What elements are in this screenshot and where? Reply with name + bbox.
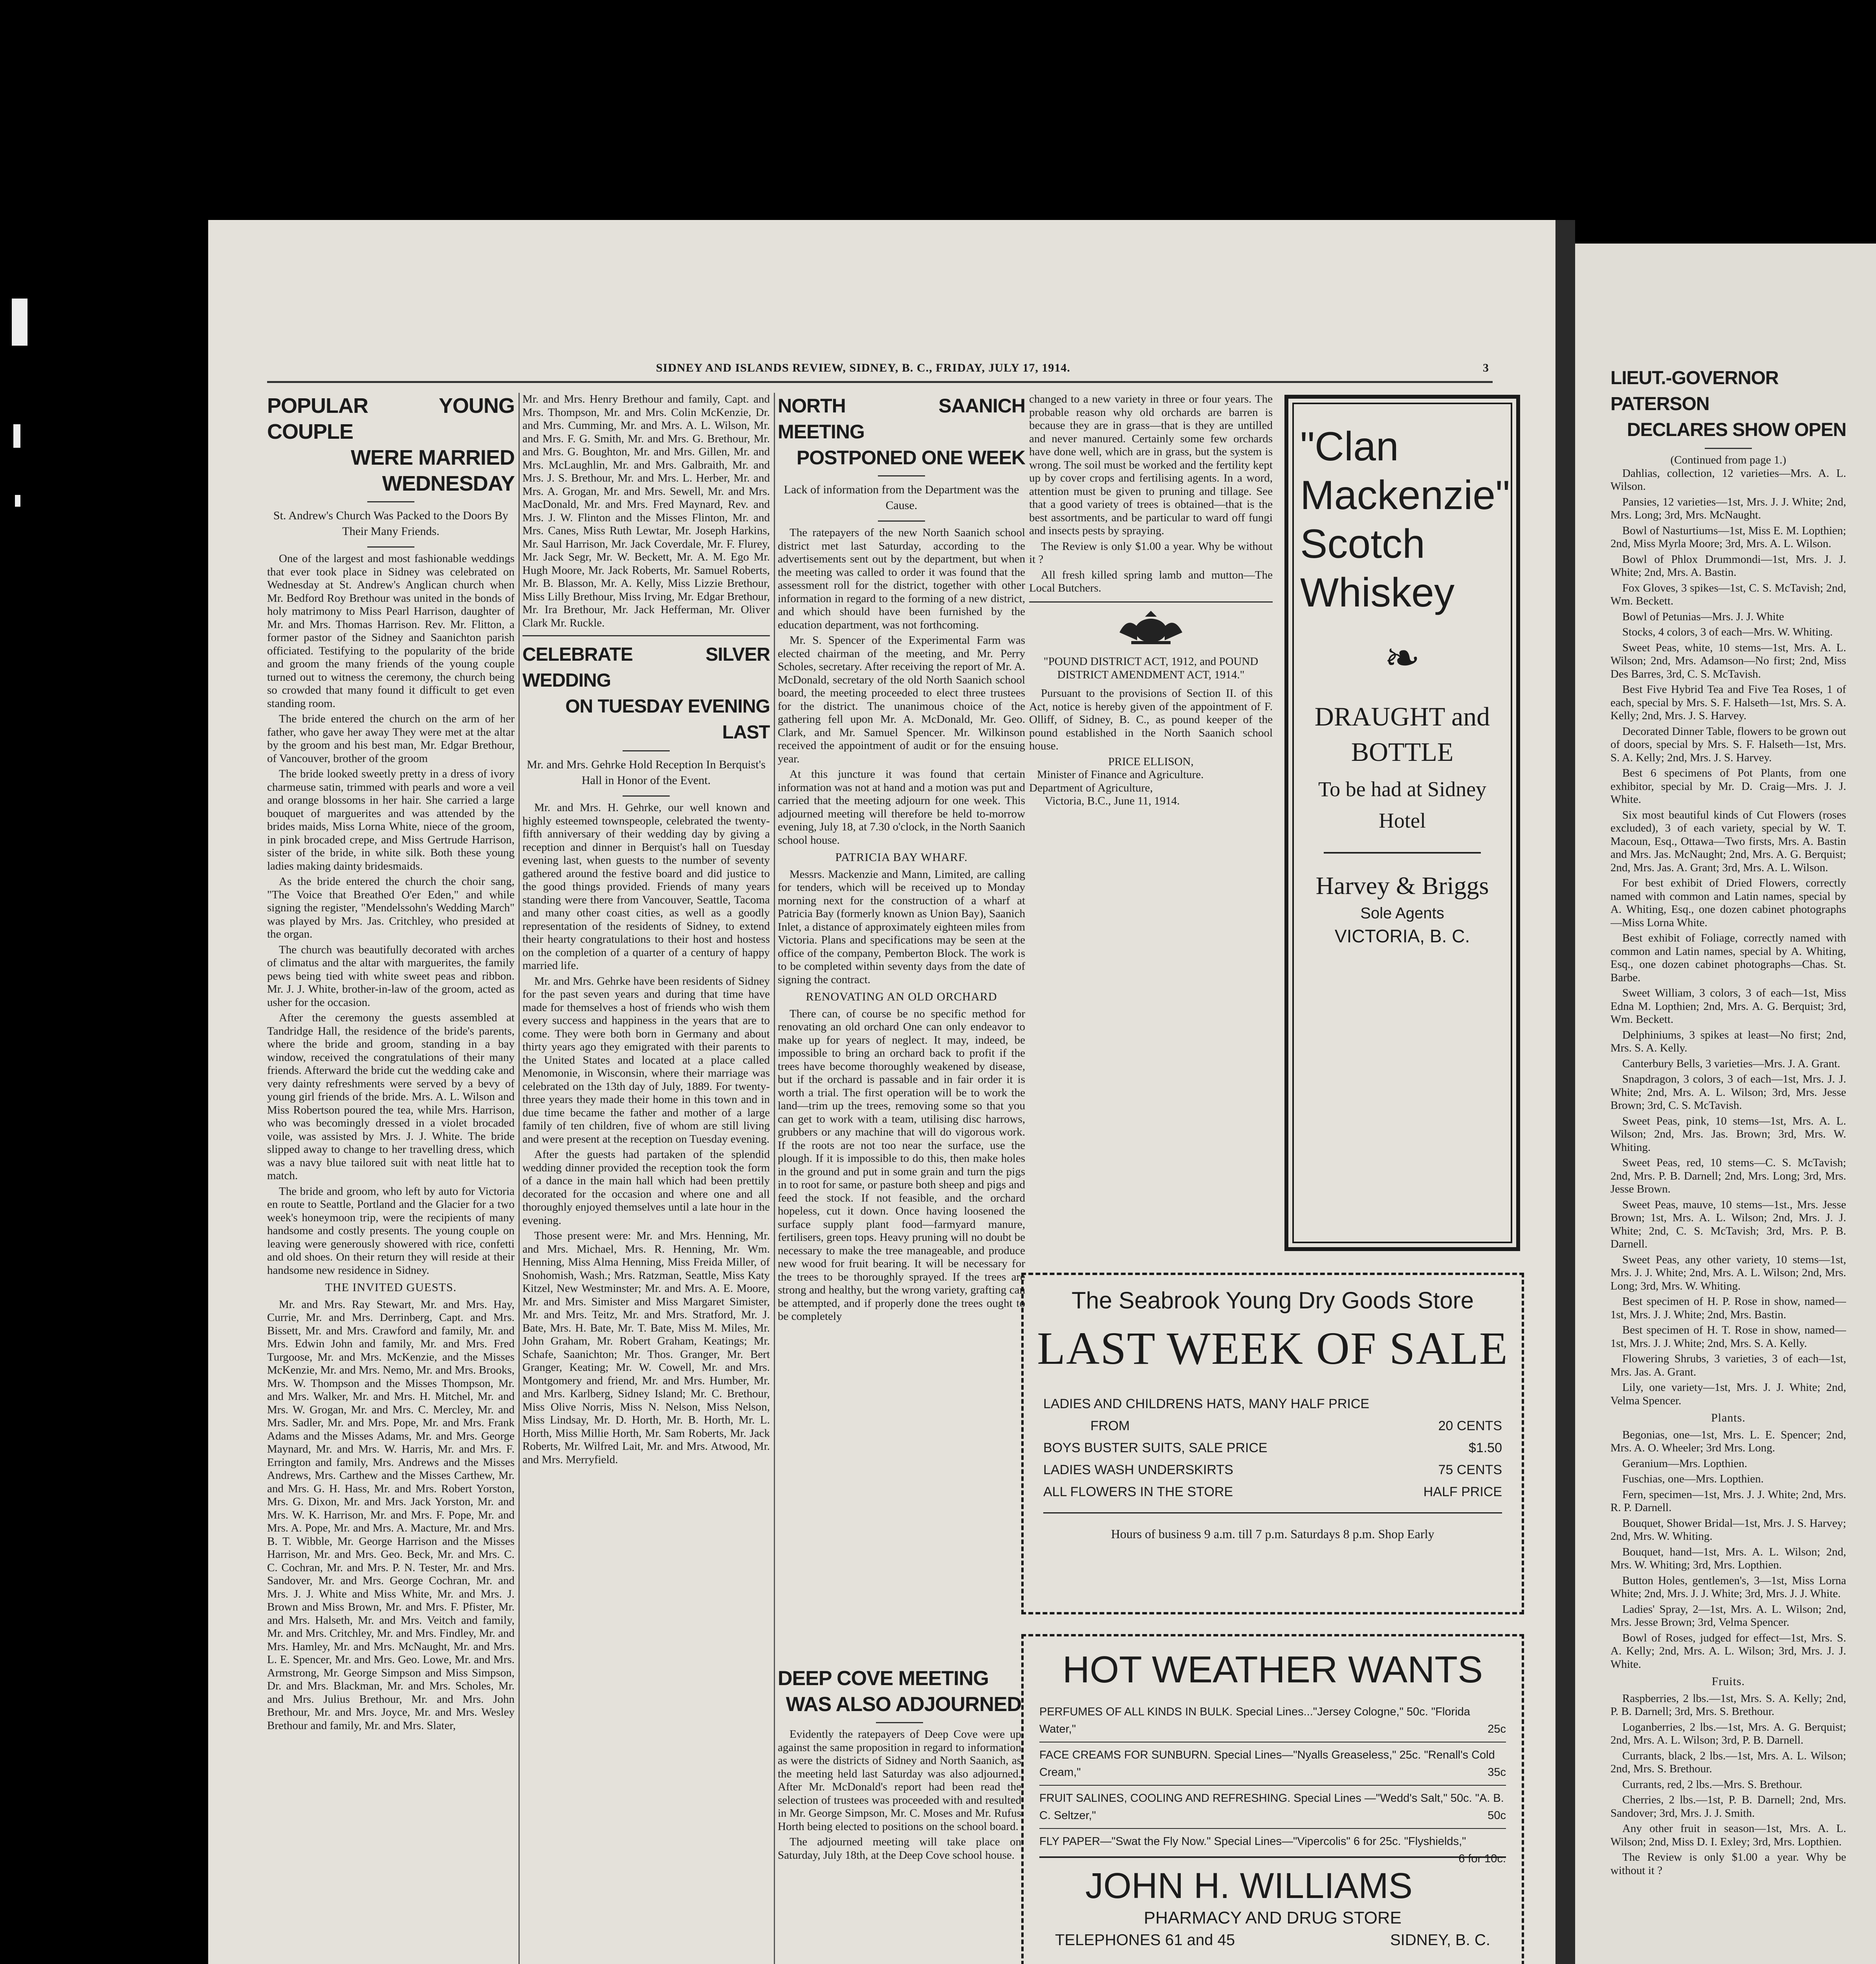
headline: POSTPONED ONE WEEK: [796, 447, 1025, 469]
result-item: Currants, black, 2 lbs.—1st, Mrs. A. L. Wilson; 2nd, Mrs. S. Brethour.: [1610, 1749, 1846, 1775]
ad-items: [1043, 1393, 1502, 1545]
article-paragraph: The bride and groom, who left by auto for Victoria en route to Seattle, Portland and the Glacier for a two week's honeymoon trip, were the recipients of many handsome and costly presents. The young couple on leaving were generously showered with rice, confetti and old shoes. On their return they will reside at their handsome new residence in Sidney.: [267, 1185, 515, 1277]
notice-department: Department of Agriculture,: [1029, 781, 1153, 794]
ad-item: FRUIT SALINES, COOLING AND REFRESHING. Special Lines —"Wedd's Salt," 50c. "A. B. C. Seltzer,": [1039, 1792, 1504, 1822]
result-item: Best specimen of H. T. Rose in show, named—1st, Mrs. J. J. White; 2nd, Mrs. S. A. Kelly.: [1610, 1324, 1846, 1350]
column-2: [522, 393, 770, 1964]
divider: [623, 750, 670, 751]
divider: [1043, 1512, 1502, 1513]
ad-item-price-line: [1039, 1833, 1506, 1865]
notice-text: Pursuant to the provisions of Section II. of this Act, notice is hereby given of the appointment of F. Olliff, of Sidney, B. C., as pound keeper of the pound established in the North Saanich school house.: [1029, 687, 1273, 752]
result-item: Bouquet, hand—1st, Mrs. A. L. Wilson; 2nd, Mrs. W. Whiting; 3rd, Mrs. Lopthien.: [1610, 1545, 1846, 1571]
notice-title: "POUND DISTRICT ACT, 1912, and POUND DISTRICT AMENDMENT ACT, 1914.": [1043, 655, 1259, 681]
divider: [623, 795, 670, 797]
ad-line: Scotch: [1300, 521, 1425, 567]
column-3-lower: [778, 1665, 1021, 1964]
notice-date: Victoria, B.C., June 11, 1914.: [1045, 795, 1180, 807]
ad-line: Whiskey: [1300, 570, 1455, 616]
ad-contact-line: [1039, 1929, 1506, 1951]
ad-headline: HOT WEATHER WANTS: [1062, 1649, 1483, 1691]
result-item: Bowl of Nasturtiums—1st, Miss E. M. Lopthien; 2nd, Miss Myrla Moore; 3rd, Mrs. A. L. Wilson.: [1610, 524, 1846, 550]
ad-line: Hotel: [1379, 809, 1426, 832]
result-item: Best Five Hybrid Tea and Five Tea Roses, 1 of each, special by Mrs. S. F. Halseth—1st, Mrs. S. A. Kelly; 2nd, Mrs. J. S. Harvey.: [1610, 683, 1846, 722]
article-paragraph: Those present were: Mr. and Mrs. Henning, Mr. and Mrs. Michael, Mrs. R. Henning, Mr. Wm. Henning, Miss Alma Henning, Miss Freida Miller, of Snohomish, Wash.; Mrs. Ratzman, Seattle, Miss Katy Kitzel, New Westminster; Mr. and Mrs. A. E. Moore, Mr. and Mrs. Simister and Miss Margaret Simister, Mr. and Mrs. Teitz, Mr. and Mrs. Stratford, Mr. J. Bate, Mrs. H. Bate, Mr. T. Bate, Miss M. Miles, Mr. John Graham, Mr. Robert Graham, Keatings; Mr. Schafe, Saanichton; Mr. Thos. Granger, Mr. Bert Granger, Keating; Mr. W. Cowell, Mr. and Mrs. Montgomery and friend, Mr. and Mrs. Humber, Mr. and Mrs. Karlberg, Sidney Island; Mr. C. Brethour, Miss Olive Norris, Miss N. Nelson, Miss Nelson, Miss Lindsay, Mr. D. Horth, Mr. B. Horth, Mr. L. Horth, Miss Millie Horth, Mr. Sam Roberts, Mr. Jack Roberts, Mr. Wilfred Lait, Mr. and Mrs. Atwood, Mr. and Mrs. Merryfield.: [522, 1229, 770, 1466]
ad-price: 50c: [1488, 1809, 1506, 1822]
article-paragraph: After the guests had partaken of the splendid wedding dinner provided the reception took the form of a dance in the main hall which had been prettily decorated for the occasion and where one and all thoroughly enjoyed themselves until a late hour in the evening.: [522, 1148, 770, 1227]
ad-item: LADIES AND CHILDRENS HATS, MANY HALF PRICE: [1043, 1396, 1370, 1411]
article-paragraph: Mr. and Mrs. Ray Stewart, Mr. and Mrs. Hay, Currie, Mr. and Mrs. Derrinberg, Capt. and Mrs. Bissett, Mr. and Mrs. Crawford and family, Mr. and Mrs. Edwin John and family, Mr. and Mrs. Fred Turgoose, Mr. and Mrs. McKenzie, and the Misses McKenzie, Mr. and Mrs. Nemo, Mr. and Mrs. Brooks, Mrs. W. Thompson and the Misses Thompson, Mr. and Mrs. Walker, Mr. and Mrs. H. Mitchel, Mr. and Mrs. W. Grogan, Mr. and Mrs. C. Mercley, Mr. and Mrs. Sadler, Mr. and Mrs. Pope, Mr. and Mrs. Frank Adams and the Misses Adams, Mr. and Mrs. George Maynard, Mr. and Mrs. W. Harris, Mr. and Mrs. F. Errington and family, Mrs. Andrews and the Misses Andrews, Mrs. Carthew and the Misses Carthew, Mr. and Mrs. G. H. Hass, Mr. and Mrs. Robert Yorston, Mrs. G. Dixon, Mr. and Mrs. Jack Yorston, Mr. and Mrs. W. K. Harrison, Mr. and Mrs. F. Pope, Mr. and Mrs. A. Pope, Mr. and Mrs. A. Macture, Mr. and Mrs. B. T. Wibble, Mr. George Harrison and the Misses Harrison, Mr. and Mrs. Geo. Beck, Mr. and Mrs. C. C. Cochran, Mr. and Mrs. P. N. Tester, Mr. and Mrs. Sandover, Mr. and Mrs. George Cochran, Mr. and Mrs. J. J. White and Miss White, Mr. and Mrs. J. Brown and Miss Brown, Mr. and Mrs. F. Pfister, Mr. and Mrs. Halseth, Mr. and Mrs. Veitch and family, Mr. and Mrs. Critchley, Mr. and Mrs. Findley, Mr. and Mrs. Hamley, Mr. and Mrs. McNaught, Mr. and Mrs. L. E. Spencer, Mr. and Mrs. Geo. Lowe, Mr. and Mrs. Armstrong, Mr. George Simpson and Miss Simpson, Dr. and Mrs. Blackman, Mr. and Mrs. Scholes, Mr. and Mrs. Julius Brethour, Mr. and Mrs. John Brethour, Mr. and Mrs. Joyce, Mr. and Mrs. Wesley Brethour and family, Mr. and Mrs. Slater,: [267, 1298, 515, 1732]
headline: WERE MARRIED WEDNESDAY: [351, 446, 515, 495]
ad-banner: LAST WEEK OF SALE: [1037, 1323, 1508, 1374]
article-paragraph: The Review is only $1.00 a year. Why be without it ?: [1029, 540, 1273, 566]
result-item: Fuschias, one—Mrs. Lopthien.: [1622, 1473, 1764, 1485]
ad-store-name: The Seabrook Young Dry Goods Store: [1072, 1287, 1474, 1314]
column-4: [1029, 393, 1273, 1261]
section-title: RENOVATING AN OLD ORCHARD: [806, 990, 997, 1003]
divider: [1039, 1856, 1506, 1858]
ad-price: 6 for 10c.: [1458, 1852, 1506, 1865]
ad-item: BOYS BUSTER SUITS, SALE PRICE: [1043, 1440, 1268, 1455]
divider: [1324, 852, 1481, 854]
section-title: THE INVITED GUESTS.: [325, 1281, 457, 1294]
divider: [367, 546, 414, 548]
ad-line: VICTORIA, B. C.: [1334, 926, 1470, 946]
film-speck: [15, 495, 20, 507]
ad-line: "Clan: [1300, 424, 1399, 469]
divider: [367, 501, 414, 502]
article-paragraph: After the ceremony the guests assembled at Tandridge Hall, the residence of the bride's parents, where the bride and groom, standing in a bay window, received the congratulations of their many friends. Afterward the bride cut the wedding cake and very dainty refreshments were served by a bevy of young girl friends of the bride. Mrs. A. L. Wilson and Miss Robertson poured the tea, while Mrs. Harrison, who was becomingly dressed in a violet brocaded voile, was assisted by Mrs. J. J. White. The bride slipped away to change to her travelling dress, which was a navy blue tailored suit with neat little hat to match.: [267, 1011, 515, 1182]
divider: [878, 520, 925, 522]
result-item: Six most beautiful kinds of Cut Flowers (roses excluded), 3 of each variety, special by W. T. Macoun, Esq., Ottawa—Two firsts, Mrs. A. Bastin and Mrs. Jas. McNaught; 2nd, Mrs. A. G. Berquist; 2nd, Mrs. Jas. A. Grant; 3rd, Mrs. A. L. Wilson.: [1610, 808, 1846, 874]
result-item: Sweet Peas, white, 10 stems—1st, Mrs. A. L. Wilson; 2nd, Mrs. Adamson—No first; 2nd, Miss Des Barres, 3rd, C. S. McTavish.: [1610, 641, 1846, 680]
result-item: Canterbury Bells, 3 varieties—Mrs. J. A. Grant.: [1622, 1057, 1840, 1070]
ad-price: 35c: [1488, 1766, 1506, 1779]
article-paragraph: The adjourned meeting will take place on Saturday, July 18th, at the Deep Cove school house.: [778, 1836, 1021, 1861]
section-title: Fruits.: [1711, 1675, 1745, 1688]
article-paragraph: The ratepayers of the new North Saanich school district met last Saturday, according to the advertisements sent out by the department, but when the meeting was called to order it was found that the assessment roll for the district, together with other information in regard to the forming of a new district, and which should have been furnished by the education department, was not forthcoming.: [778, 526, 1025, 631]
result-item: Pansies, 12 varieties—1st, Mrs. J. J. White; 2nd, Mrs. Long; 3rd, Mrs. McNaught.: [1610, 495, 1846, 521]
result-item: Sweet Peas, pink, 10 stems—1st, Mrs. A. L. Wilson; 2nd, Mrs. Jas. Brown; 3rd, Mrs. W. Whiting.: [1610, 1114, 1846, 1154]
article-paragraph: Messrs. Mackenzie and Mann, Limited, are calling for tenders, which will be received up to Monday morning next for the construction of a wharf at Patricia Bay (formerly known as Union Bay), Saanich Inlet, a distance of approximately eighteen miles from Victoria. Plans and specifications may be seen at the office of the company, Pemberton Block. The work is to be completed within seventy days from the date of signing the contract.: [778, 868, 1025, 986]
column-rule: [518, 393, 520, 1964]
result-item: Best 6 specimens of Pot Plants, from one exhibitor, special by Mr. D. Craig—Mrs. J. J. White.: [1610, 767, 1846, 806]
result-item: Loganberries, 2 lbs.—1st, Mrs. A. G. Berquist; 2nd, Mrs. A. L. Wilson; 3rd, P. B. Darnell.: [1610, 1720, 1846, 1746]
divider: [1705, 448, 1752, 449]
seabrook-advertisement: [1021, 1273, 1524, 1614]
result-item: Ladies' Spray, 2—1st, Mrs. A. L. Wilson; 2nd, Mrs. Jesse Brown; 3rd, Velma Spencer.: [1610, 1603, 1846, 1629]
result-item: Decorated Dinner Table, flowers to be grown out of doors, special by Mrs. S. F. Halseth—1st, Mrs. S. A. Kelly; 2nd, Mrs. J. S. Harvey.: [1610, 725, 1846, 764]
result-item: Bowl of Phlox Drummondi—1st, Mrs. J. J. White; 2nd, Mrs. A. Bastin.: [1610, 553, 1846, 579]
headline: WAS ALSO ADJOURNED: [786, 1693, 1021, 1716]
ad-item: FLY PAPER—"Swat the Fly Now." Special Lines—"Vipercolis" 6 for 25c. "Flyshields,": [1039, 1835, 1466, 1848]
ad-item: LADIES WASH UNDERSKIRTS: [1043, 1462, 1233, 1477]
column-3: [778, 393, 1025, 1563]
subheadline: Mr. and Mrs. Gehrke Hold Reception In Berquist's Hall in Honor of the Event.: [527, 758, 766, 787]
ad-line: BOTTLE: [1351, 737, 1454, 767]
newspaper-page: [208, 220, 1555, 1964]
page-gutter: [1555, 220, 1575, 1964]
result-item: Delphiniums, 3 spikes at least—No first; 2nd, Mrs. S. A. Kelly.: [1610, 1028, 1846, 1054]
subheadline: St. Andrew's Church Was Packed to the Doors By Their Many Friends.: [273, 509, 509, 538]
ad-price: $1.50: [1468, 1440, 1502, 1455]
result-item: Flowering Shrubs, 3 varieties, 3 of each—1st, Mrs. Jas. A. Grant.: [1610, 1352, 1846, 1378]
ad-town: SIDNEY, B. C.: [1390, 1931, 1490, 1949]
headline: DEEP COVE MEETING: [778, 1667, 989, 1690]
film-speck: [12, 299, 27, 346]
headline: NORTH SAANICH MEETING: [778, 395, 1025, 443]
page2-column: [1610, 365, 1846, 1964]
ad-business-sub: PHARMACY AND DRUG STORE: [1143, 1908, 1402, 1927]
ad-line: Harvey & Briggs: [1315, 872, 1489, 900]
result-item: Begonias, one—1st, Mrs. L. E. Spencer; 2nd, Mrs. A. O. Wheeler; 3rd Mrs. Long.: [1610, 1428, 1846, 1454]
masthead-line: SIDNEY AND ISLANDS REVIEW, SIDNEY, B. C., FRIDAY, JULY 17, 1914.: [656, 361, 1070, 374]
result-item: Sweet William, 3 colors, 3 of each—1st, Miss Edna M. Lopthien; 2nd, Mrs. A. G. Berquist; 3rd, Wm. Beckett.: [1610, 987, 1846, 1026]
article-paragraph: Mr. and Mrs. H. Gehrke, our well known and highly esteemed townspeople, celebrated the twenty-fifth anniversary of their wedding day by giving a reception and dinner in Berquist's hall on Tuesday evening last, when guests to the number of seventy gathered around the festive board and did justice to the good things provided. Friends of many years standing were there from Vancouver, Seattle, Tacoma and many other coast cities, as well as a goodly representation of the residents of Sidney, to extend their hearty congratulations to their host and hostess on the completion of a quarter of a century of happy married life.: [522, 801, 770, 972]
royal-crest-icon: [1029, 609, 1273, 652]
article-paragraph: Mr. and Mrs. Henry Brethour and family, Capt. and Mrs. Thompson, Mr. and Mrs. Colin McKenzie, Dr. and Mrs. Cumming, Mr. and Mrs. A. L. Wilson, Mr. and Mrs. F. G. Smith, Mr. and Mrs. G. Brethour, Mr. and Mrs. G. Boughton, Mr. and Mrs. Gillen, Mr. and Mrs. McLaughlin, Mr. and Mrs. Galbraith, Mr. and Mrs. J. S. Brethour, Mr. and Mrs. L. Herber, Mr. and Mrs. A. Grogan, Mr. and Mrs. Sewell, Mr. and Mrs. MacDonald, Mr. and Mrs. Fred Maynard, Rev. and Mrs. J. W. Flinton and the Misses Flinton, Mr. and Mrs. Canes, Miss Ruth Lewtar, Mr. Joseph Harkins, Mr. Saul Harrison, Mr. Jack Coverdale, Mr. F. Flurey, Mr. Jack Segr, Mr. W. Beckett, Mr. A. M. Ego Mr. Hugh Moore, Mr. Jack Roberts, Mr. Samuel Roberts, Mr. B. Blasson, Mr. A. Kelly, Miss Lizzie Brethour, Miss Lilly Brethour, Miss Irving, Mr. Edgar Brethour, Mr. Ira Brethour, Mr. Jack Hefferman, Mr. Oliver Clark Mr. Ruckle.: [522, 393, 770, 629]
ad-price: 75 CENTS: [1438, 1462, 1502, 1477]
result-item: Bowl of Roses, judged for effect—1st, Mrs. S. A. Kelly; 2nd, Mrs. A. L. Wilson; 3rd, Mrs. J. J. White.: [1610, 1631, 1846, 1671]
article-paragraph: As the bride entered the church the choir sang, "The Voice that Breathed O'er Eden," and while signing the register, "Mendelssohn's Wedding March" was played by Mrs. Jas. Critchley, who presided at the organ.: [267, 875, 515, 940]
headline: ON TUESDAY EVENING LAST: [565, 696, 770, 743]
ad-item: ALL FLOWERS IN THE STORE: [1043, 1484, 1233, 1499]
result-item: Fern, specimen—1st, Mrs. J. J. White; 2nd, Mrs. R. P. Darnell.: [1610, 1488, 1846, 1514]
article-paragraph: The church was beautifully decorated with arches of climatus and the altar with marguerites, the family pews being tied with white sweet peas and ribbon. Mr. J. J. White, brother-in-law of the groom, acted as usher for the occasion.: [267, 943, 515, 1009]
result-item: Any other fruit in season—1st, Mrs. A. L. Wilson; 2nd, Miss D. I. Exley; 3rd, Mrs. Lopthien.: [1610, 1822, 1846, 1848]
column-rule: [774, 393, 775, 1964]
drug-store-advertisement: [1021, 1634, 1524, 1964]
divider: [522, 635, 770, 636]
article-paragraph: At this juncture it was found that certain information was not at hand and a motion was put and carried that the meeting adjourn for one week. This adjourned meeting will therefore be held to-morrow evening, July 18, at 7.30 o'clock, in the North Saanich school house.: [778, 768, 1025, 846]
ad-item: PERFUMES OF ALL KINDS IN BULK. Special Lines..."Jersey Cologne," 50c. "Florida Water,": [1039, 1706, 1470, 1735]
ad-telephone: TELEPHONES 61 and 45: [1055, 1931, 1235, 1949]
result-item: Sweet Peas, any other variety, 10 stems—1st, Mrs. J. J. White; 2nd, Mrs. A. L. Wilson; 2nd, Mrs. Long; 3rd, Mrs. W. Whiting.: [1610, 1253, 1846, 1292]
ad-line: Sole Agents: [1360, 905, 1444, 922]
ad-item-price-line: [1043, 1415, 1502, 1437]
article-paragraph: One of the largest and most fashionable weddings that ever took place in Sidney was celebrated on Wednesday at St. Andrew's Anglican church when Mr. Bedford Roy Brethour was united in the bonds of holy matrimony to Miss Pearl Harrison, daughter of Mr. and Mrs. Thomas Harrison. Rev. Mr. Flitton, a former pastor of the Sidney and Saanichton parish officiated. Testifying to the popularity of the bride and groom the many friends of the young couple turned out to witness the ceremony, the church being so crowded that many found it difficult to get even standing room.: [267, 552, 515, 710]
whiskey-advertisement: [1284, 395, 1520, 1251]
result-item: Raspberries, 2 lbs.—1st, Mrs. S. A. Kelly; 2nd, P. B. Darnell; 3rd, Mrs. S. Brethour.: [1610, 1692, 1846, 1718]
divider: [1029, 601, 1273, 603]
subheadline: Lack of information from the Department was the Cause.: [784, 483, 1019, 512]
ad-business-name: JOHN H. WILLIAMS: [1085, 1866, 1413, 1906]
result-item: Button Holes, gentlemen's, 3—1st, Miss Lorna White; 2nd, Mrs. J. J. White; 3rd, Mrs. J. J. White.: [1610, 1574, 1846, 1600]
result-item: Dahlias, collection, 12 varieties—Mrs. A. L. Wilson.: [1610, 467, 1846, 493]
result-item: Best specimen of H. P. Rose in show, named—1st, Mrs. J. J. White; 2nd, Mrs. Bastin.: [1610, 1295, 1846, 1321]
ad-items: [1039, 1703, 1506, 1951]
ad-hours: Hours of business 9 a.m. till 7 p.m. Saturdays 8 p.m. Shop Early: [1111, 1527, 1434, 1541]
ornament-icon: ❧: [1384, 634, 1421, 682]
headline: POPULAR YOUNG COUPLE: [267, 394, 515, 443]
article-paragraph: Evidently the ratepayers of Deep Cove were up against the same proposition in regard to information as were the districts of Sidney and North Saanich, as the meeting held last Saturday was also adjourned. After Mr. McDonald's report had been read the selection of trustees was proceeded with and resulted in Mr. George Simpson, Mr. C. Moses and Mr. Rufus Horth being elected to positions on the school board.: [778, 1728, 1021, 1833]
divider: [1039, 1828, 1506, 1829]
ad-price: 25c: [1488, 1723, 1506, 1735]
headline: DECLARES SHOW OPEN: [1627, 420, 1846, 440]
result-item: The Review is only $1.00 a year. Why be without it ?: [1610, 1851, 1846, 1877]
result-item: Bowl of Petunias—Mrs. J. J. White: [1622, 610, 1784, 623]
article-paragraph: changed to a new variety in three or four years. The probable reason why old orchards are barren is because they are in grass—that is they are untilled and never manured. Certainly some few orchards have done well, which are in grass, but the system is wrong. The soil must be worked and the fertility kept up by cover crops and fertilising agents. In a word, attention must be given to pruning and tillage. See that a good variety of trees is obtained—that is the best assortments, and be particular to ward off fungi and insects pests by spraying.: [1029, 393, 1273, 537]
ad-item-price-line: [1043, 1437, 1502, 1459]
article-paragraph: Mr. S. Spencer of the Experimental Farm was elected chairman of the meeting, and Mr. Perry Scholes, secretary. After receiving the report of Mr. A. McDonald, secretary of the old North Saanich school board, the meeting proceeded to elect three trustees for the district. The unanimous choice of the gathering fell upon Mr. A. McDonald, Mr. Geo. Clark, and Mr. Samuel Spencer. Mr. Wilkinson received the appointment of audit or for the ensuing year.: [778, 634, 1025, 765]
divider: [1039, 1785, 1506, 1786]
ad-item: FACE CREAMS FOR SUNBURN. Special Lines—"Nyalls Greaseless," 25c. "Renall's Cold Cream,": [1039, 1749, 1495, 1779]
result-item: Sweet Peas, mauve, 10 stems—1st., Mrs. Jesse Brown; 1st, Mrs. A. L. Wilson; 2nd, Mrs. J. J. White; 2nd, C. S. McTavish; 3rd, Mrs. P. B. Darnell.: [1610, 1198, 1846, 1250]
result-item: Sweet Peas, red, 10 stems—C. S. McTavish; 2nd, Mrs. P. B. Darnell; 2nd, Mrs. Long; 3rd, Mrs. Jesse Brown.: [1610, 1156, 1846, 1195]
notice-signer-title: Minister of Finance and Agriculture.: [1037, 768, 1204, 781]
result-item: Currants, red, 2 lbs.—Mrs. S. Brethour.: [1622, 1778, 1803, 1791]
page-number: 3: [1483, 361, 1489, 374]
ad-item-price-line: [1043, 1459, 1502, 1481]
header-rule: [267, 381, 1493, 383]
continued-note: (Continued from page 1.): [1670, 454, 1786, 466]
ad-content: [1300, 422, 1510, 948]
next-page: [1575, 244, 1876, 1964]
result-item: Best exhibit of Foliage, correctly named with common and Latin names, special by A. Whiting, Esq., one dozen cabinet photographs—Chas. St. Barbe.: [1610, 932, 1846, 984]
ad-line: Mackenzie": [1300, 473, 1510, 518]
ad-price: HALF PRICE: [1423, 1484, 1502, 1499]
article-paragraph: There can, of course be no specific method for renovating an old orchard One can only endeavor to make up for years of neglect. It may, indeed, be impossible to bring an orchard back to profit if the trees have become thoroughly weakened by disease, but if the orchard is passable and in fair order it is worth a trial. The first operation will be to work the land—trim up the trees, removing some so that you can get to work with a team, utilising disc harrows, grubbers or any machine that will do vigorous work. If the roots are not too near the surface, use the plough. If it is impossible to do this, then make holes in the ground and put in some grain and turn the pigs in to root for same, or pasture both sheep and pigs and feed the stock. If not feasible, and the orchard hopeless, cut it down. Once having loosened the surface supply plant food—farmyard manure, fertilisers, green tops. Heavy pruning will no doubt be necessary to make the tree manageable, and produce new wood for fruit bearing. It will be necessary for the trees to be thoroughly sprayed. If the trees are strong and healthy, but the wrong variety, grafting can be attempted, and if properly done the trees ought to be completely: [778, 1007, 1025, 1323]
result-item: For best exhibit of Dried Flowers, correctly named with common and Latin names, special by A. Whiting, Esq., one dozen cabinet photographs —Miss Lorna White.: [1610, 877, 1846, 929]
result-item: Fox Gloves, 3 spikes—1st, C. S. McTavish; 2nd, Wm. Beckett.: [1610, 581, 1846, 607]
ad-item-price-line: [1039, 1746, 1506, 1781]
section-title: PATRICIA BAY WHARF.: [835, 851, 968, 864]
ad-item-price-line: [1043, 1481, 1502, 1503]
divider: [876, 1722, 923, 1723]
film-speck: [13, 424, 20, 448]
headline: CELEBRATE SILVER WEDDING: [522, 644, 770, 691]
ad-line: DRAUGHT and: [1314, 702, 1490, 731]
divider: [878, 475, 925, 476]
section-title: Plants.: [1711, 1411, 1746, 1424]
result-item: Stocks, 4 colors, 3 of each—Mrs. W. Whiting.: [1622, 626, 1833, 638]
article-paragraph: Mr. and Mrs. Gehrke have been residents of Sidney for the past seven years and during that time have made for themselves a host of friends who wish them every success and happiness in the years that are to come. They were both born in Germany and about thirty years ago they emigrated with their parents to the United States and located at a place called Menomonie, in Wisconsin, where their marriage was celebrated on the 13th day of July, 1889. For twenty-three years they made their home in this town and in due time became the father and mother of a large family of ten children, five of whom are still living and were present at the reception on Tuesday evening.: [522, 975, 770, 1145]
result-item: Snapdragon, 3 colors, 3 of each—1st, Mrs. J. J. White; 2nd, Mrs. A. L. Wilson; 3rd, Mrs. Jesse Brown; 3rd, C. S. McTavish.: [1610, 1073, 1846, 1112]
notice-signer: PRICE ELLISON,: [1108, 755, 1194, 768]
result-item: Bouquet, Shower Bridal—1st, Mrs. J. S. Harvey; 2nd, Mrs. W. Whiting.: [1610, 1517, 1846, 1543]
result-item: Geranium—Mrs. Lopthien.: [1622, 1457, 1748, 1470]
article-paragraph: All fresh killed spring lamb and mutton—The Local Butchers.: [1029, 568, 1273, 594]
headline: LIEUT.-GOVERNOR PATERSON: [1610, 368, 1779, 414]
result-item: Cherries, 2 lbs.—1st, P. B. Darnell; 2nd, Mrs. Sandover; 3rd, Mrs. J. J. Smith.: [1610, 1794, 1846, 1819]
ad-line: To be had at Sidney: [1318, 777, 1487, 801]
column-1: [267, 393, 515, 1964]
result-item: Lily, one variety—1st, Mrs. J. J. White; 2nd, Velma Spencer.: [1610, 1381, 1846, 1407]
ad-item: FROM: [1090, 1418, 1130, 1433]
article-paragraph: The bride entered the church on the arm of her father, who gave her away They were met at the altar by the groom and his best man, Mr. Edgar Brethour, of Vancouver, brother of the groom: [267, 713, 515, 765]
article-paragraph: The bride looked sweetly pretty in a dress of ivory charmeuse satin, trimmed with pearls and wore a veil and orange blossoms in her hair. She carried a large bouquet of marguerites and was attended by the brides maids, Miss Lorna White, niece of the groom, in pink brocaded crepe, and Miss Gertrude Harrison, sister of the bride, in white silk. Both these young ladies making dainty bridesmaids.: [267, 768, 515, 872]
ad-item-price-line: [1039, 1703, 1506, 1738]
ad-price: 20 CENTS: [1438, 1418, 1502, 1433]
ad-item-price-line: [1039, 1790, 1506, 1824]
